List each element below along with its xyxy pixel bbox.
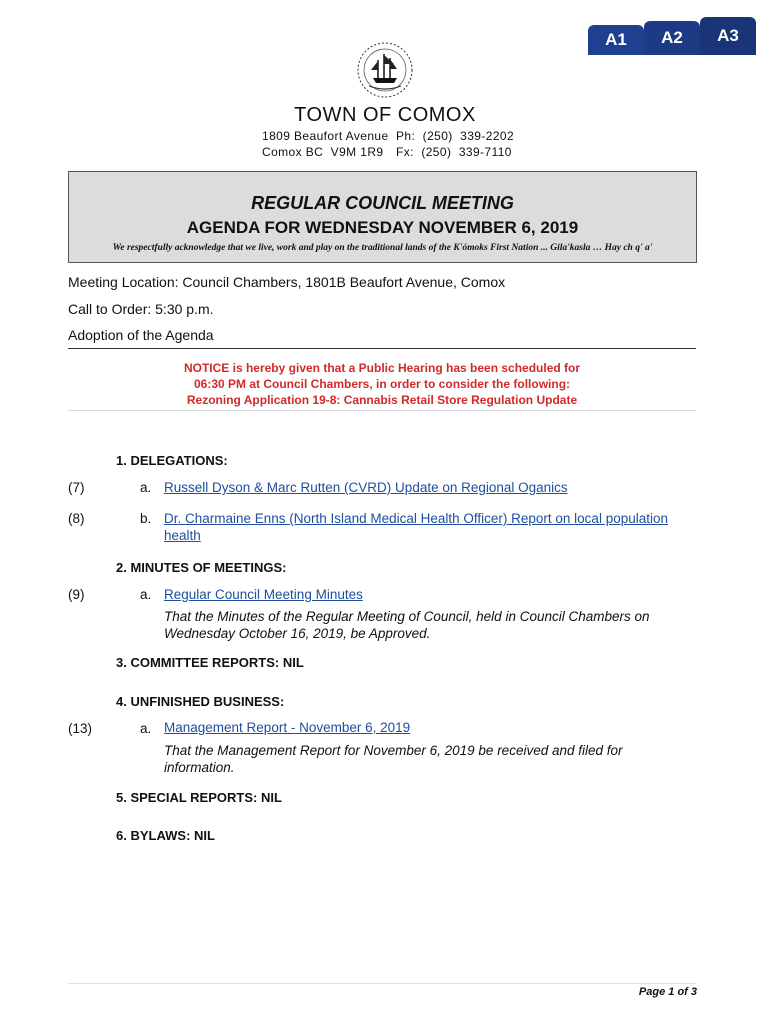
public-hearing-notice <box>68 360 696 408</box>
phone-number: Ph: (250) 339-2202 <box>396 129 515 143</box>
footer-divider <box>68 983 696 984</box>
fax-number: Fx: (250) 339-7110 <box>396 145 512 159</box>
adoption-of-agenda: Adoption of the Agenda <box>68 327 214 343</box>
meeting-location: Meeting Location: Council Chambers, 1801B Beaufort Avenue, Comox <box>68 274 506 290</box>
minutes-resolution <box>164 608 650 642</box>
divider <box>68 410 696 411</box>
resolution-line-2: Wednesday October 16, 2019, be Approved. <box>164 626 431 641</box>
notice-line-1: NOTICE is hereby given that a Public Hearing has been scheduled for <box>183 361 581 375</box>
notice-line-3: Rezoning Application 19-8: Cannabis Retail Store Regulation Update <box>186 393 578 407</box>
resolution-line-1: That the Management Report for November 6, 2019 be received and filed for <box>164 743 623 758</box>
page-ref: (13) <box>68 721 93 736</box>
council-minutes-link[interactable]: Regular Council Meeting Minutes <box>164 587 363 602</box>
management-resolution <box>164 742 623 776</box>
divider <box>68 348 696 349</box>
town-name: TOWN OF COMOX <box>294 104 476 126</box>
call-to-order: Call to Order: 5:30 p.m. <box>68 301 214 317</box>
address-line-1: 1809 Beaufort Avenue <box>262 129 389 143</box>
link-line-2[interactable]: health <box>164 528 201 543</box>
tab-a3[interactable]: A3 <box>700 17 756 55</box>
page-number: Page 1 of 3 <box>638 986 697 998</box>
section-special-reports: 5. SPECIAL REPORTS: NIL <box>116 790 282 805</box>
item-letter: b. <box>140 511 152 526</box>
section-unfinished-business: 4. UNFINISHED BUSINESS: <box>116 694 285 709</box>
land-acknowledgement: We respectfully acknowledge that we live, work and play on the traditional lands of the K'ómoks First Nation ... Gila'kasla … Hay ch q' a' <box>112 243 653 253</box>
item-letter: a. <box>140 721 152 736</box>
tab-a1[interactable]: A1 <box>588 25 644 55</box>
town-seal-logo <box>355 40 415 102</box>
resolution-line-1: That the Minutes of the Regular Meeting of Council, held in Council Chambers on <box>164 609 650 624</box>
notice-line-2: 06:30 PM at Council Chambers, in order to consider the following: <box>193 377 571 391</box>
delegation-enns-link[interactable] <box>164 510 668 544</box>
tab-a2[interactable]: A2 <box>644 21 700 55</box>
contact-block <box>396 128 514 160</box>
page-ref: (9) <box>68 587 85 602</box>
agenda-date-title: AGENDA FOR WEDNESDAY NOVEMBER 6, 2019 <box>186 218 579 237</box>
address-line-2: Comox BC V9M 1R9 <box>262 145 384 159</box>
management-report-link[interactable]: Management Report - November 6, 2019 <box>164 720 411 735</box>
page-ref: (7) <box>68 480 85 495</box>
item-letter: a. <box>140 587 152 602</box>
item-letter: a. <box>140 480 152 495</box>
section-bylaws: 6. BYLAWS: NIL <box>116 828 215 843</box>
section-minutes: 2. MINUTES OF MEETINGS: <box>116 560 287 575</box>
meeting-title: REGULAR COUNCIL MEETING <box>251 193 514 213</box>
delegation-dyson-rutten-link[interactable]: Russell Dyson & Marc Rutten (CVRD) Update on Regional Oganics <box>164 480 568 495</box>
address-block <box>262 128 389 160</box>
page-ref: (8) <box>68 511 85 526</box>
link-line-1[interactable]: Dr. Charmaine Enns (North Island Medical Health Officer) Report on local population <box>164 511 668 526</box>
section-committee-reports: 3. COMMITTEE REPORTS: NIL <box>116 655 304 670</box>
resolution-line-2: information. <box>164 760 235 775</box>
section-delegations: 1. DELEGATIONS: <box>116 453 228 468</box>
